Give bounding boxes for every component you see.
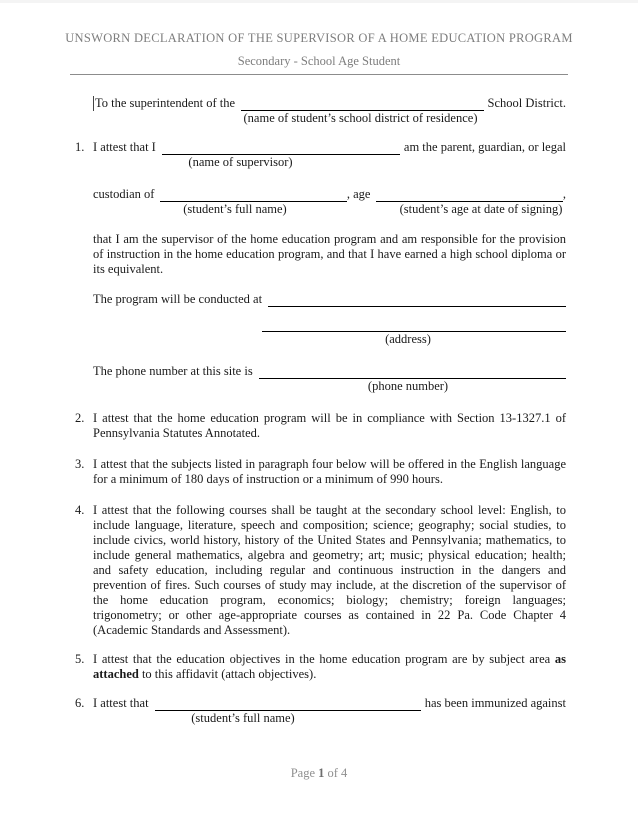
header-divider <box>70 74 568 75</box>
item-number: 6. <box>75 696 85 710</box>
item-3-text: I attest that the subjects listed in paragraph four below will be offered in the English language for a minimum of 180 days of instruction or a minimum of 990 hours. <box>93 457 566 486</box>
item-4-text: I attest that the following courses shall be taught at the secondary school level: English, to include language, literature, speech and composition; science; geography; social studies, to include civics, world history, history of the United States and Pennsylvania; mathematics, to include general mathematics, algebra and geometry; art; music; physical education; health; and safety education, including regular and continuous instruction in the dangers and prevention of fires. Such courses of study may include, at the discretion of the supervisor of the home education program, economics; biology; chemistry; foreign languages; trigonometry; or other age-appropriate courses as contained in 22 Pa. Code Chapter 4 (Academic Standards and Assessment). <box>93 503 566 637</box>
custodian-line <box>93 187 566 202</box>
student-name-field[interactable] <box>160 188 346 202</box>
footer-page-total: of 4 <box>327 766 348 780</box>
student-age-caption: (student’s age at date of signing) <box>399 202 563 216</box>
item-1-body <box>93 140 566 394</box>
item-number: 2. <box>75 411 85 425</box>
phone-number-field[interactable] <box>259 365 566 379</box>
immunized-student-caption: (student’s full name) <box>191 711 295 725</box>
salutation-text: To the superintendent of the <box>95 96 236 110</box>
attest-text: I attest that I <box>93 140 156 154</box>
program-location-line <box>93 292 566 307</box>
immunized-end-text: has been immunized against <box>424 696 566 710</box>
list-item-1 <box>75 140 566 394</box>
document-subtitle: Secondary - School Age Student <box>237 54 401 68</box>
supervisor-name-caption: (name of supervisor) <box>188 155 293 169</box>
address-caption: (address) <box>385 332 431 346</box>
custodian-text: custodian of <box>93 187 155 201</box>
item-number: 1. <box>75 140 85 154</box>
item-5-suffix: to this affidavit (attach objectives). <box>141 667 317 681</box>
salutation-section <box>93 96 566 126</box>
student-age-field[interactable] <box>376 188 562 202</box>
item-6-body <box>93 696 566 726</box>
supervisor-line <box>93 140 566 155</box>
phone-line <box>93 364 566 379</box>
item-number: 3. <box>75 457 85 471</box>
item-5-text <box>93 652 566 682</box>
page-footer <box>0 766 638 781</box>
phone-caption: (phone number) <box>367 379 449 393</box>
address-field-line2[interactable] <box>262 317 566 332</box>
salutation-line <box>93 96 566 111</box>
list-item-4 <box>75 503 566 638</box>
immunized-text: I attest that <box>93 696 149 710</box>
item-2-text: I attest that the home education program will be in compliance with Section 13-1327.1 of Pennsylvania Statutes Annotated. <box>93 411 566 440</box>
program-location-text: The program will be conducted at <box>93 292 263 306</box>
list-item-5 <box>75 652 566 682</box>
text-cursor <box>93 96 94 111</box>
district-name-field[interactable] <box>241 97 483 111</box>
age-text: , age <box>346 187 371 201</box>
immunized-student-name-field[interactable] <box>155 697 421 711</box>
footer-page-word: Page <box>290 766 315 780</box>
list-item-2 <box>75 411 566 441</box>
salutation-end-text: School District. <box>487 96 566 110</box>
item-number: 4. <box>75 503 85 517</box>
item-5-bold-text: as attached <box>93 652 567 681</box>
list-item-3 <box>75 457 566 487</box>
trailing-comma: , <box>562 187 566 201</box>
supervisor-name-field[interactable] <box>162 141 400 155</box>
supervisor-paragraph: that I am the supervisor of the home education program and am responsible for the provision of instruction in the home education program, and that I have earned a high school diploma or its equivalent. <box>93 232 566 276</box>
parent-guardian-text: am the parent, guardian, or legal <box>403 140 566 154</box>
custodian-captions <box>93 202 566 217</box>
document-title: UNSWORN DECLARATION OF THE SUPERVISOR OF A HOME EDUCATION PROGRAM <box>65 31 573 45</box>
immunized-line <box>93 696 566 711</box>
address-field-line1[interactable] <box>268 293 566 307</box>
item-5-prefix: I attest that the education objectives in the home education program are by subject area <box>93 652 551 666</box>
footer-page-number: 1 <box>318 766 325 780</box>
district-name-caption: (name of student’s school district of residence) <box>243 111 478 125</box>
item-number: 5. <box>75 652 85 666</box>
student-name-caption: (student’s full name) <box>183 202 287 216</box>
phone-text: The phone number at this site is <box>93 364 253 378</box>
list-item-6 <box>75 696 566 726</box>
